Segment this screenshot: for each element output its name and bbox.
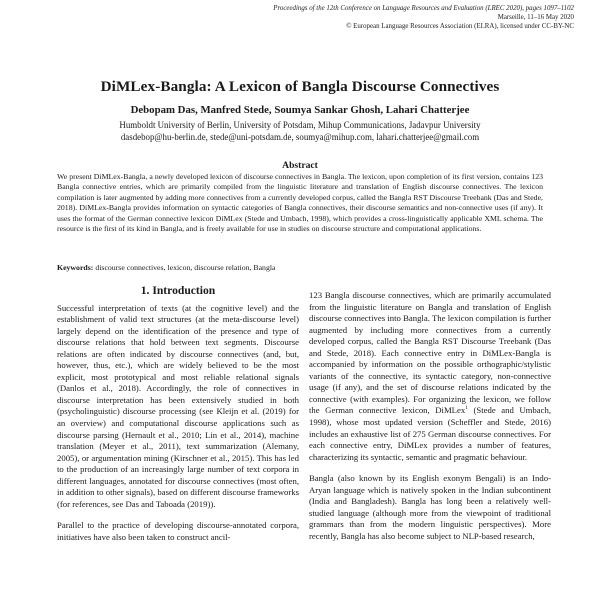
abstract-text: We present DiMLex-Bangla, a newly developed lexicon of discourse connectives in Bangla. The lexicon, upon completion of its first version, contains 123 Bangla connective entries, which are primarily compiled from the linguistic literature and translation of English discourse connectives. The lexicon compilation is later augmented by adding more connectives from a currently developed corpus, called the Bangla RST Discourse Treebank (Das and Stede, 2018). DiMLex-Bangla provides information on syntactic categories of Bangla connectives, their discourse semantics and non-connective uses (if any). It uses the format of the German connective lexicon DiMLex (Stede and Umbach, 1998), which provides a cross-linguistically applicable XML schema. The resource is the first of its kind in Bangla, and is freely available for use in studies on discourse structure and computational applications. [57,172,543,234]
section-heading-introduction: 1. Introduction [140,284,216,297]
right-paragraph-1-cont: (Stede and Umbach, 1998), whose most updated version (Scheffler and Stede, 2016) includes an exhaustive list of 275 German discourse connectives. For each connective entry, DiMLex provides a number of features, characterizing its syntactic, semantic and pragmatic behaviour. [309,405,551,462]
author-list: Debopam Das, Manfred Stede, Soumya Sankar Ghosh, Lahari Chatterjee [130,104,470,116]
paper-title: DiMLex-Bangla: A Lexicon of Bangla Discourse Connectives [100,78,500,95]
proceedings-header [194,4,574,31]
right-column [309,290,551,542]
location-line: Marseille, 11–16 May 2020 [497,14,574,22]
proceedings-line: Proceedings of the 12th Conference on Language Resources and Evaluation (LREC 2020), pages 1097–1102 [273,5,574,12]
right-paragraph-1-text: 123 Bangla discourse connectives, which are primarily accumulated from the linguistic literature on Bangla and translation of English discourse connectives into Bangla. The lexicon compilation is further augmented by including more connectives from a currently developed corpus, called the Bangla RST Discourse Treebank (Das and Stede, 2018). Each connective entry in DiMLex-Bangla is accompanied by information on the possible orthographic/stylistic variants of the connective, its syntactic category, non-connective usage (if any), and the set of discourse relations indicated by the connective (with examples). For organizing the lexicon, we follow the German connective lexicon, DiMLex [309,290,551,416]
left-column [57,285,299,543]
right-paragraph-1 [309,290,551,463]
footnote-marker[interactable]: 1 [465,405,468,412]
abstract-heading: Abstract [282,160,318,171]
keywords-text: discourse connectives, lexicon, discourse relation, Bangla [93,263,276,272]
right-paragraph-2: Bangla (also known by its English exonym Bengali) is an Indo-Aryan language which is natively spoken in the Indian subcontinent (India and Bangladesh). Bangla has long been a relatively well-studied language (although more from the viewpoint of traditional grammars than from the modern linguistic perspectives). More recently, Bangla has also become subject to NLP-based research, [309,473,551,541]
author-emails: dasdebop@hu-berlin.de, stede@uni-potsdam.de, soumya@mihup.com, lahari.chatterjee@gmail.com [120,132,480,142]
license-line: © European Language Resources Association (ELRA), licensed under CC-BY-NC [346,23,574,31]
keywords-line [57,263,543,273]
intro-paragraph-2: Parallel to the practice of developing discourse-annotated corpora, initiatives have also been taken to construct ancil- [57,520,299,542]
affiliations: Humboldt University of Berlin, University of Potsdam, Mihup Communications, Jadavpur University [119,120,481,130]
keywords-label: Keywords: [57,263,94,272]
intro-paragraph-1: Successful interpretation of texts (at the cognitive level) and the establishment of valid text structures (at the meta-discourse level) largely depend on the identification of the presence and type of discourse relations that hold between text segments. Discourse relations are often indicated by discourse connectives (and, but, however, thus, etc.), which are widely believed to be the most explicit, most prototypical and most reliable relational signals (Danlos et al., 2018). Accordingly, the role of connectives in discourse interpretation has been extensively studied in both (psycholinguistic) discourse processing (see Kleijn et al. (2019) for an overview) and computational discourse applications such as discourse parsing (Hernault et al., 2010; Lin et al., 2014), machine translation (Meyer et al., 2011), text summarization (Alemany, 2005), or argumentation mining (Kirschner et al., 2015). This has led to the production of an increasingly large number of text corpora in different languages, annotated for discourse connectives (most often, in addition to other signals), based on different discourse frameworks (for references, see Das and Taboada (2019)). [57,302,299,509]
